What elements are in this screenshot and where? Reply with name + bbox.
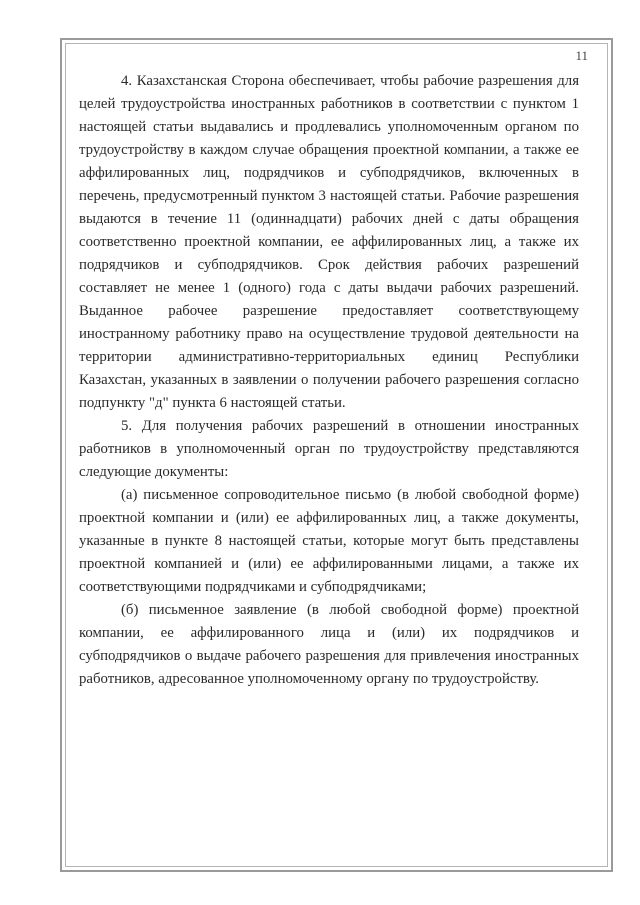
- subparagraph-a: (а) письменное сопроводительное письмо (в любой свободной форме) проектной компании и (или) ее аффилированных лиц, а также документы, указанные в пункте 8 настоящей статьи, которые могут быть представлены проектной компанией и (или) ее аффилированными лицами, а также их соответствующими подрядчиками и субподрядчиками;: [79, 487, 579, 595]
- paragraph-5: 5. Для получения рабочих разрешений в отношении иностранных работников в уполномоченный орган по трудоустройству представляются следующие документы:: [79, 418, 579, 480]
- page-number: 11: [575, 48, 588, 63]
- paragraph-4: 4. Казахстанская Сторона обеспечивает, чтобы рабочие разрешения для целей трудоустройства иностранных работников в соответствии с пунктом 1 настоящей статьи выдавались и продлевались уполномоченным органом по трудоустройству в каждом случае обращения проектной компании, а также ее аффилированных лиц, подрядчиков и субподрядчиков, включенных в перечень, предусмотренный пунктом 3 настоящей статьи. Рабочие разрешения выдаются в течение 11 (одиннадцати) рабочих дней с даты обращения соответственно проектной компании, ее аффилированных лиц, а также их подрядчиков и субподрядчиков. Срок действия рабочих разрешений составляет не менее 1 (одного) года с даты выдачи рабочих разрешений. Выданное рабочее разрешение предоставляет соответствующему иностранному работнику право на осуществление трудовой деятельности на территории административно-территориальных единиц Республики Казахстан, указанных в заявлении о получении рабочего разрешения согласно подпункту "д" пункта 6 настоящей статьи.: [79, 73, 579, 411]
- document-body: [79, 70, 579, 691]
- subparagraph-b: (б) письменное заявление (в любой свободной форме) проектной компании, ее аффилированного лица и (или) их подрядчиков и субподрядчиков о выдаче рабочего разрешения для привлечения иностранных работников, адресованное уполномоченному органу по трудоустройству.: [79, 602, 579, 687]
